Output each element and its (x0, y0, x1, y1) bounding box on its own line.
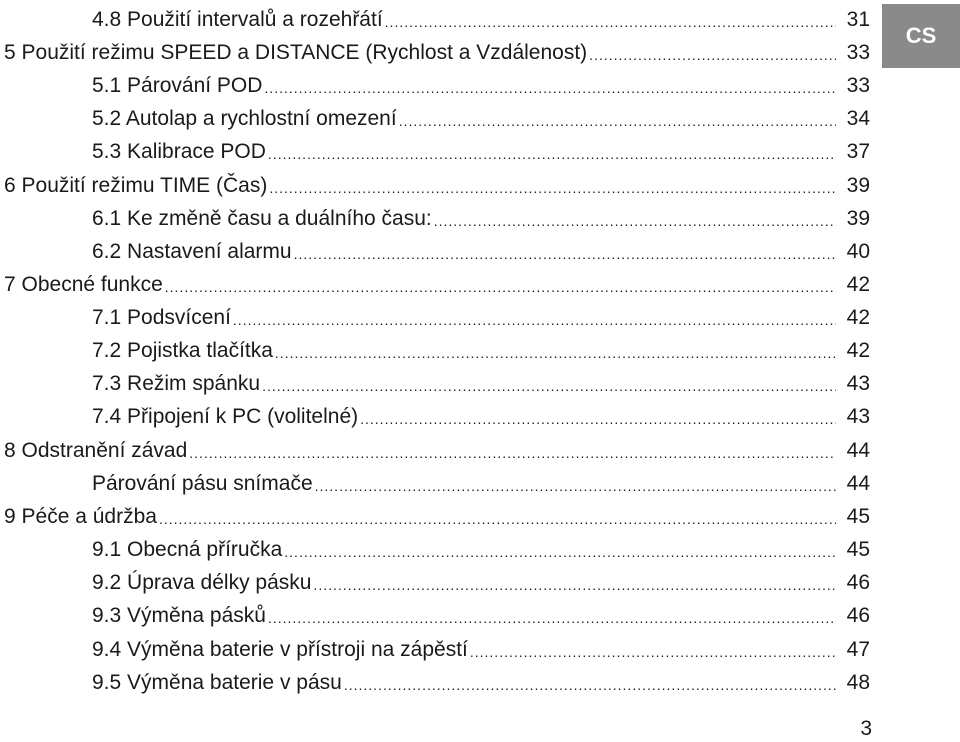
toc-entry-title: 7.3 Režim spánku (92, 372, 261, 395)
toc-entry-title: 6 Použití režimu TIME (Čas) (4, 174, 268, 197)
dot-leader (360, 404, 836, 430)
dot-leader (189, 438, 836, 464)
dot-leader (294, 239, 836, 265)
dot-leader (589, 40, 836, 66)
dot-leader (344, 670, 836, 696)
dot-leader (313, 570, 836, 596)
toc-entry-page: 37 (846, 140, 870, 163)
dot-leader (385, 7, 836, 33)
toc-entry-title: 7.4 Připojení k PC (volitelné) (92, 405, 359, 428)
toc-entry[interactable] (4, 497, 870, 530)
toc-entry[interactable] (92, 331, 870, 364)
toc-entry-page: 31 (846, 8, 870, 31)
toc-entry[interactable] (92, 663, 870, 696)
toc-entry-title: 8 Odstranění závad (4, 439, 188, 462)
toc-entry[interactable] (92, 232, 870, 265)
toc-entry-title: 9.1 Obecná příručka (92, 538, 283, 561)
toc-entry[interactable] (92, 132, 870, 165)
toc-entry[interactable] (92, 563, 870, 596)
dot-leader (284, 537, 836, 563)
dot-leader (399, 106, 836, 132)
toc-entry-page: 46 (846, 571, 870, 594)
toc-entry-title: 9.4 Výměna baterie v přístroji na zápěstí (92, 638, 468, 661)
dot-leader (268, 603, 836, 629)
toc-entry-title: 9 Péče a údržba (4, 505, 157, 528)
toc-entry[interactable] (92, 630, 870, 663)
toc-entry-title: 5.1 Párování POD (92, 74, 263, 97)
toc-entry[interactable] (92, 364, 870, 397)
toc-entry-page: 42 (846, 306, 870, 329)
toc-entry-page: 42 (846, 273, 870, 296)
language-tab: CS (882, 4, 960, 68)
toc-entry-page: 33 (846, 74, 870, 97)
dot-leader (269, 173, 836, 199)
toc-entry[interactable] (92, 464, 870, 497)
toc-entry[interactable] (4, 33, 870, 66)
toc-entry-title: 4.8 Použití intervalů a rozehřátí (92, 8, 383, 31)
toc-entry[interactable] (4, 265, 870, 298)
toc-entry-title: 7.2 Pojistka tlačítka (92, 339, 273, 362)
toc-entry[interactable] (92, 298, 870, 331)
toc-entry-title: 9.2 Úprava délky pásku (92, 571, 312, 594)
toc-entry[interactable] (4, 166, 870, 199)
toc-entry-page: 47 (846, 638, 870, 661)
toc-entry-title: 9.5 Výměna baterie v pásu (92, 671, 342, 694)
toc-entry-page: 43 (846, 372, 870, 395)
toc-entry-title: 5.3 Kalibrace POD (92, 140, 266, 163)
dot-leader (262, 371, 836, 397)
toc-entry-title: 6.1 Ke změně času a duálního času: (92, 207, 432, 230)
toc-entry-page: 45 (846, 538, 870, 561)
toc-entry-page: 42 (846, 339, 870, 362)
toc-entry[interactable] (92, 66, 870, 99)
toc-entry-title: Párování pásu snímače (92, 472, 313, 495)
toc-entry-page: 39 (846, 174, 870, 197)
toc-entry-title: 5.2 Autolap a rychlostní omezení (92, 107, 397, 130)
toc-entry-title: 6.2 Nastavení alarmu (92, 240, 292, 263)
toc-entry[interactable] (92, 199, 870, 232)
toc-entry[interactable] (92, 596, 870, 629)
dot-leader (275, 338, 836, 364)
toc-entry-page: 39 (846, 207, 870, 230)
toc-entry-page: 43 (846, 405, 870, 428)
toc-entry-title: 5 Použití režimu SPEED a DISTANCE (Rychlost a Vzdálenost) (4, 41, 588, 64)
toc-entry[interactable] (4, 431, 870, 464)
toc-entry-page: 46 (846, 604, 870, 627)
dot-leader (315, 471, 836, 497)
dot-leader (470, 637, 836, 663)
toc-entry[interactable] (92, 397, 870, 430)
dot-leader (264, 73, 836, 99)
dot-leader (165, 272, 836, 298)
toc-entry-title: 7 Obecné funkce (4, 273, 163, 296)
toc-entry[interactable] (92, 0, 870, 33)
toc-entry-page: 44 (846, 439, 870, 462)
dot-leader (233, 305, 836, 331)
page-number: 3 (860, 717, 872, 740)
toc-entry[interactable] (92, 99, 870, 132)
toc-entry-page: 44 (846, 472, 870, 495)
toc-entry-title: 9.3 Výměna pásků (92, 604, 266, 627)
toc-entry-page: 34 (846, 107, 870, 130)
dot-leader (434, 206, 836, 232)
toc-entry-page: 40 (846, 240, 870, 263)
toc-entry-title: 7.1 Podsvícení (92, 306, 231, 329)
toc-entry-page: 33 (846, 41, 870, 64)
dot-leader (268, 139, 836, 165)
dot-leader (159, 504, 836, 530)
toc-entry-page: 48 (846, 671, 870, 694)
toc-entry[interactable] (92, 530, 870, 563)
toc-entry-page: 45 (846, 505, 870, 528)
